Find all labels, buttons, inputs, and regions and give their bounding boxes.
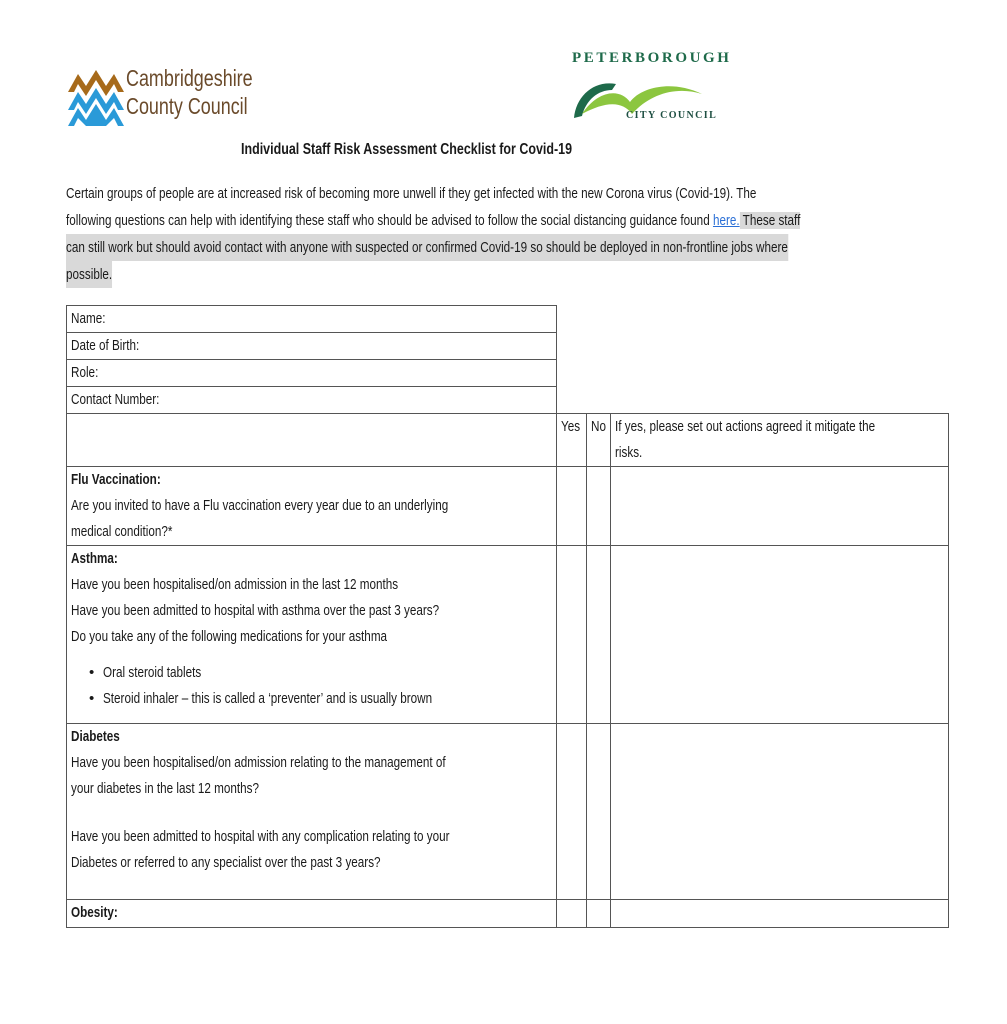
risk-assessment-table bbox=[66, 305, 949, 928]
list-item: • Steroid inhaler – this is called a ‘preventer’ and is usually brown bbox=[89, 686, 556, 712]
asthma-no-cell[interactable] bbox=[586, 546, 610, 724]
peterborough-swoosh-icon bbox=[568, 70, 708, 130]
actions-column-header: If yes, please set out actions agreed it mitigate the risks. bbox=[610, 414, 949, 467]
obesity-actions-cell[interactable] bbox=[610, 900, 949, 928]
peterborough-logo bbox=[568, 50, 732, 130]
asthma-yes-cell[interactable] bbox=[557, 546, 586, 724]
name-field[interactable]: Name: bbox=[67, 306, 557, 333]
document-title: Individual Staff Risk Assessment Checklist for Covid-19 bbox=[241, 141, 573, 158]
intro-line-3: can still work but should avoid contact with anyone with suspected or confirmed Covid-19 so should be deployed in non-frontline jobs where bbox=[66, 234, 788, 261]
obesity-yes-cell[interactable] bbox=[557, 900, 586, 928]
list-item: • Oral steroid tablets bbox=[89, 660, 556, 686]
cambridgeshire-logo bbox=[66, 62, 253, 132]
intro-line-2: following questions can help with identifying these staff who should be advised to follow the social distancing guidance found here. These staff bbox=[66, 212, 801, 229]
asthma-heading: Asthma: bbox=[71, 550, 118, 567]
flu-no-cell[interactable] bbox=[586, 467, 610, 546]
header-blank-cell bbox=[67, 414, 557, 467]
flu-heading: Flu Vaccination: bbox=[71, 471, 161, 488]
asthma-actions-cell[interactable] bbox=[610, 546, 949, 724]
guidance-link[interactable]: here. bbox=[712, 212, 740, 229]
no-column-header: No bbox=[586, 414, 610, 467]
peterborough-name: PETERBOROUGH bbox=[572, 50, 732, 66]
flu-vaccination-row: Flu Vaccination: Are you invited to have a Flu vaccination every year due to an underlying medical condition?* bbox=[67, 467, 949, 546]
flu-actions-cell[interactable] bbox=[610, 467, 949, 546]
role-field[interactable]: Role: bbox=[67, 360, 557, 387]
intro-line-4: possible. bbox=[66, 261, 112, 288]
asthma-medication-list bbox=[71, 660, 556, 712]
diabetes-no-cell[interactable] bbox=[586, 724, 610, 900]
dob-field[interactable]: Date of Birth: bbox=[67, 333, 557, 360]
diabetes-yes-cell[interactable] bbox=[557, 724, 586, 900]
asthma-row: Asthma: Have you been hospitalised/on admission in the last 12 months Have you been admitted to hospital with asthma over the past 3 years? Do you take any of the following medications for your asthma • Oral steroid tablets • Steroid inhaler – this is called a ‘preventer’ and is usually brown bbox=[67, 546, 949, 724]
obesity-row bbox=[67, 900, 949, 928]
obesity-heading: Obesity: bbox=[71, 904, 118, 921]
intro-paragraph bbox=[66, 180, 801, 288]
cambridgeshire-waves-icon bbox=[66, 62, 126, 126]
city-council-name: CITY COUNCIL bbox=[626, 110, 718, 121]
diabetes-heading: Diabetes bbox=[71, 728, 120, 745]
obesity-no-cell[interactable] bbox=[586, 900, 610, 928]
flu-yes-cell[interactable] bbox=[557, 467, 586, 546]
yes-column-header: Yes bbox=[557, 414, 586, 467]
contact-number-field[interactable]: Contact Number: bbox=[67, 387, 557, 414]
intro-line-1: Certain groups of people are at increased risk of becoming more unwell if they get infected with the new Corona virus (Covid-19). The bbox=[66, 185, 757, 202]
county-council-name: County Council bbox=[126, 93, 248, 119]
diabetes-actions-cell[interactable] bbox=[610, 724, 949, 900]
cambridgeshire-name: Cambridgeshire bbox=[126, 65, 253, 91]
diabetes-row: Diabetes Have you been hospitalised/on admission relating to the management of your diabetes in the last 12 months? Have you been admitted to hospital with any complication relating to your Diabetes or referred to any specialist over the past 3 years? bbox=[67, 724, 949, 900]
